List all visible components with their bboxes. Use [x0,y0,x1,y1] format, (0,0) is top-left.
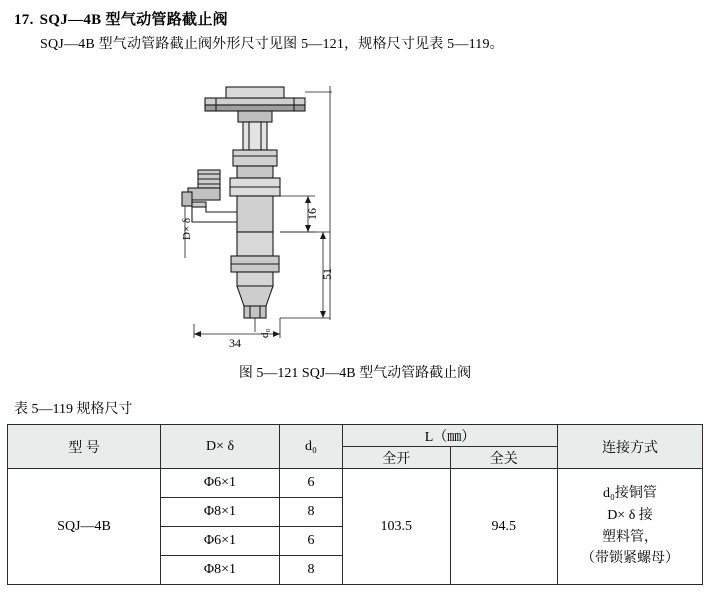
cell-dxdelta: Φ6×1 [161,527,280,556]
cell-dxdelta: Φ8×1 [161,498,280,527]
intro-paragraph: SQJ—4B 型气动管路截止阀外形尺寸见图 5—121，规格尺寸见表 5—119。 [40,37,504,52]
section-title: SQJ—4B 型气动管路截止阀 [39,12,228,28]
cell-l-open: 103.5 [343,469,451,585]
cell-d0: 8 [280,556,343,585]
header-l-open: 全开 [343,447,451,469]
spec-table-wrapper [7,424,703,585]
cell-dxdelta: Φ8×1 [161,556,280,585]
dim-51-label: 51 [320,268,334,280]
dim-d0-label: d₀ [259,328,271,338]
valve-drawing-figure [180,62,540,352]
figure-caption: 图 5—121 SQJ—4B 型气动管路截止阀 [238,366,472,381]
cell-connection [558,469,703,585]
cell-l-close: 94.5 [450,469,558,585]
connection-line-3: 塑料管， [602,529,658,545]
dim-34-label: 34 [229,336,241,350]
dim-16-label: 16 [305,208,319,220]
header-dxdelta: D× δ [161,425,280,469]
table-caption: 表 5—119 规格尺寸 [14,402,133,417]
connection-line-2: D× δ 接 [607,507,653,523]
section-number: 17. [14,12,34,28]
spec-table-body [8,469,703,585]
header-model: 型 号 [8,425,161,469]
header-l-close: 全关 [450,447,558,469]
valve-drawing-svg [180,62,540,352]
cell-dxdelta: Φ6×1 [161,469,280,498]
connection-line-1: d₀接铜管 [603,486,657,502]
table-row [8,469,703,498]
cell-model: SQJ—4B [8,469,161,585]
header-row-main [8,425,703,447]
header-d0: d₀ [280,425,343,469]
cell-d0: 8 [280,498,343,527]
spec-table-head [8,425,703,469]
dim-dxdelta-label: D× δ [181,217,193,240]
cell-d0: 6 [280,469,343,498]
section-heading [14,8,228,29]
header-l-group: L（㎜） [343,425,558,447]
spec-table [7,424,703,585]
connection-line-4: （带锁紧螺母） [581,551,679,567]
header-connection: 连接方式 [558,425,703,469]
cell-d0: 6 [280,527,343,556]
